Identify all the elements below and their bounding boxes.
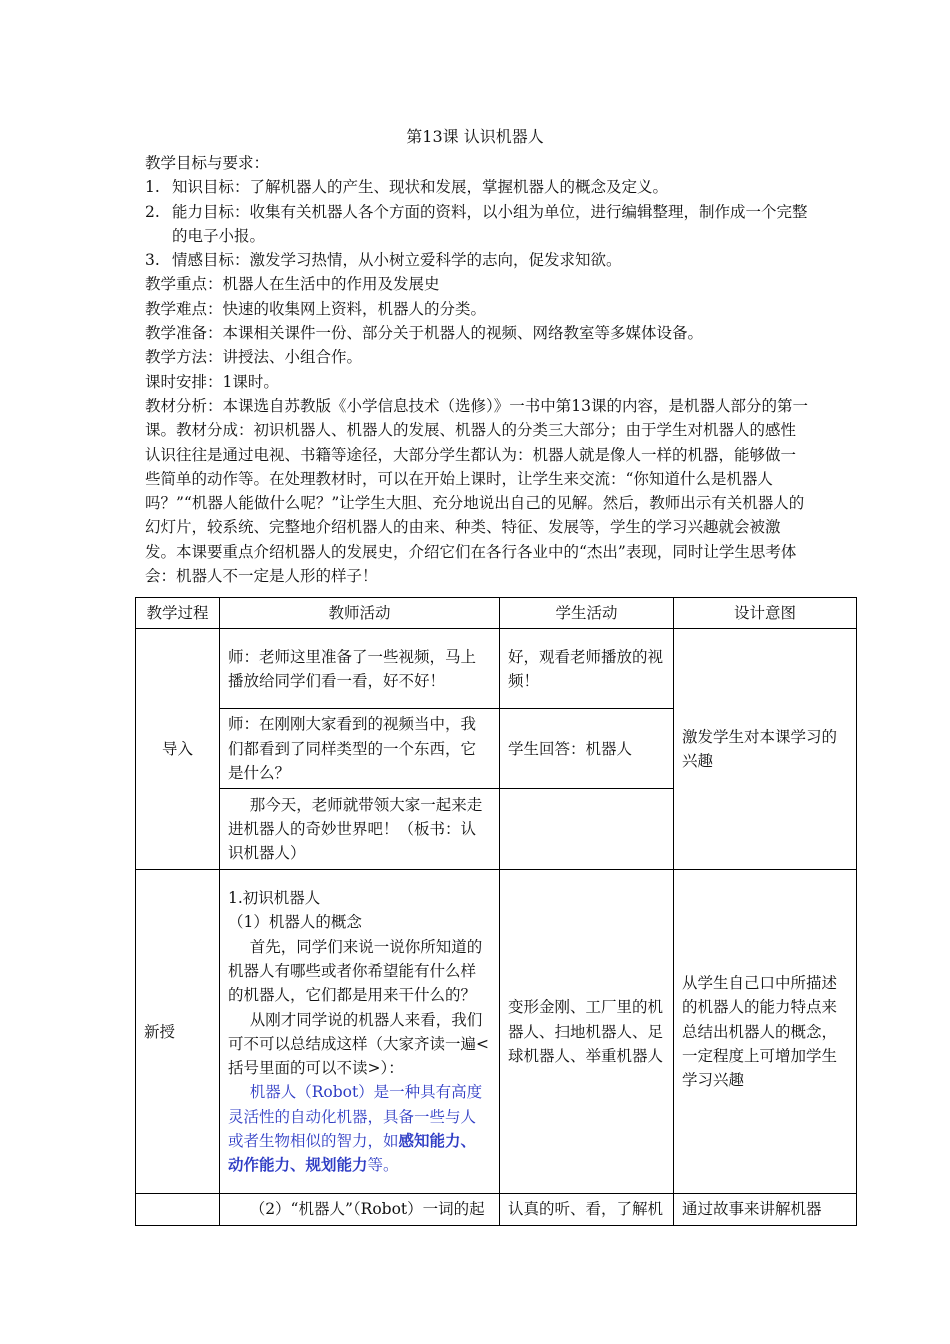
teaching-method: 教学方法：讲授法、小组合作。 [145, 348, 363, 367]
difficulty: 教学难点：快速的收集网上资料，机器人的分类。 [145, 299, 487, 318]
schedule: 课时安排：1课时。 [145, 372, 279, 391]
teacher-activity: 师：在刚刚大家看到的视频当中，我们都看到了同样类型的一个东西，它是什么？ [220, 709, 500, 789]
teacher-question: 首先，同学们来说一说你所知道的机器人有哪些或者你希望能有什么样的机器人，它们都是用来干什么的？ [228, 937, 483, 1005]
objective-number: 1. [145, 178, 160, 197]
stage-new: 新授 [136, 870, 220, 1194]
student-activity-empty [500, 789, 674, 870]
definition-end: 等。 [367, 1156, 399, 1175]
stage-empty [136, 1194, 220, 1226]
teacher-activity: 那今天，老师就带领大家一起来走进机器人的奇妙世界吧！（板书：认识机器人） [220, 789, 500, 870]
stage-intro: 导入 [136, 629, 220, 870]
table-row [136, 870, 857, 1194]
objective-number: 3. [145, 251, 160, 270]
student-activity: 好，观看老师播放的视频！ [500, 629, 674, 709]
objectives-heading: 教学目标与要求： [145, 154, 270, 172]
preparation: 教学准备：本课相关课件一份、部分关于机器人的视频、网络教室等多媒体设备。 [145, 324, 704, 343]
student-activity: 认真的听、看，了解机 [500, 1194, 674, 1226]
header-process: 教学过程 [136, 598, 220, 629]
definition-abilities: 感知能力、动作能力、规划能力 [228, 1130, 477, 1175]
design-intent: 从学生自己口中所描述的机器人的能力特点来总结出机器人的概念，一定程度上可增加学生学习兴趣 [674, 870, 857, 1194]
section-title: 1.初识机器人 [228, 889, 321, 908]
design-intent: 通过故事来讲解机器 [674, 1194, 857, 1226]
definition-text: 机器人（Robot）是一种具有高度灵活性的自动化机器，具备一些与人或者生物相似的智力，如 [228, 1083, 483, 1150]
teacher-activity: 师：老师这里准备了一些视频，马上播放给同学们看一看，好不好！ [220, 629, 500, 709]
objective-text: 能力目标：收集有关机器人各个方面的资料，以小组为单位，进行编辑整理，制作成一个完整的电子小报。 [172, 202, 808, 245]
table-header-row [136, 598, 857, 629]
teacher-activity: （2）“机器人”（Robot）一词的起 [220, 1194, 500, 1226]
teacher-activity [220, 870, 500, 1194]
objective-item [145, 248, 809, 272]
objective-item [145, 175, 809, 199]
subsection-title: （1）机器人的概念 [228, 913, 362, 932]
teacher-summary: 从刚才同学说的机器人来看，我们可不可以总结成这样（大家齐读一遍<括号里面的可以不读>）： [228, 1010, 489, 1078]
material-analysis: 教材分析：本课选自苏教版《小学信息技术（选修）》一书中第13课的内容，是机器人部分的第一课。教材分成：初识机器人、机器人的发展、机器人的分类三大部分；由于学生对机器人的感性认识往往是通过电视、书籍等途径，大部分学生都认为：机器人就是像人一样的机器，能够做一些简单的动作等。在处理教材时，可以在开始上课时，让学生来交流：“你知道什么是机器人吗？”“机器人能做什么呢？”让学生大胆、充分地说出自己的见解。然后，教师出示有关机器人的幻灯片，较系统、完整地介绍机器人的由来、种类、特征、发展等，学生的学习兴趣就会被激发。本课要重点介绍机器人的发展史，介绍它们在各行各业中的“杰出”表现，同时让学生思考体会：机器人不一定是人形的样子！ [145, 396, 808, 586]
header-teacher: 教师活动 [220, 598, 500, 629]
objective-number: 2. [145, 202, 160, 221]
table-row [136, 1194, 857, 1226]
robot-definition [228, 1080, 491, 1177]
table-row [136, 629, 857, 709]
objective-text: 情感目标：激发学习热情，从小树立爱科学的志向，促发求知欲。 [172, 251, 622, 270]
lesson-plan-body [145, 151, 809, 588]
lesson-title: 第13课 认识机器人 [406, 127, 544, 146]
objective-item [145, 200, 809, 249]
design-intent: 激发学生对本课学习的兴趣 [674, 629, 857, 870]
student-activity: 变形金刚、工厂里的机器人、扫地机器人、足球机器人、举重机器人 [500, 870, 674, 1194]
teaching-process-table [135, 597, 857, 1226]
key-point: 教学重点：机器人在生活中的作用及发展史 [145, 275, 440, 294]
header-design: 设计意图 [674, 598, 857, 629]
header-student: 学生活动 [500, 598, 674, 629]
objective-text: 知识目标：了解机器人的产生、现状和发展，掌握机器人的概念及定义。 [172, 178, 669, 197]
student-activity: 学生回答：机器人 [500, 709, 674, 789]
